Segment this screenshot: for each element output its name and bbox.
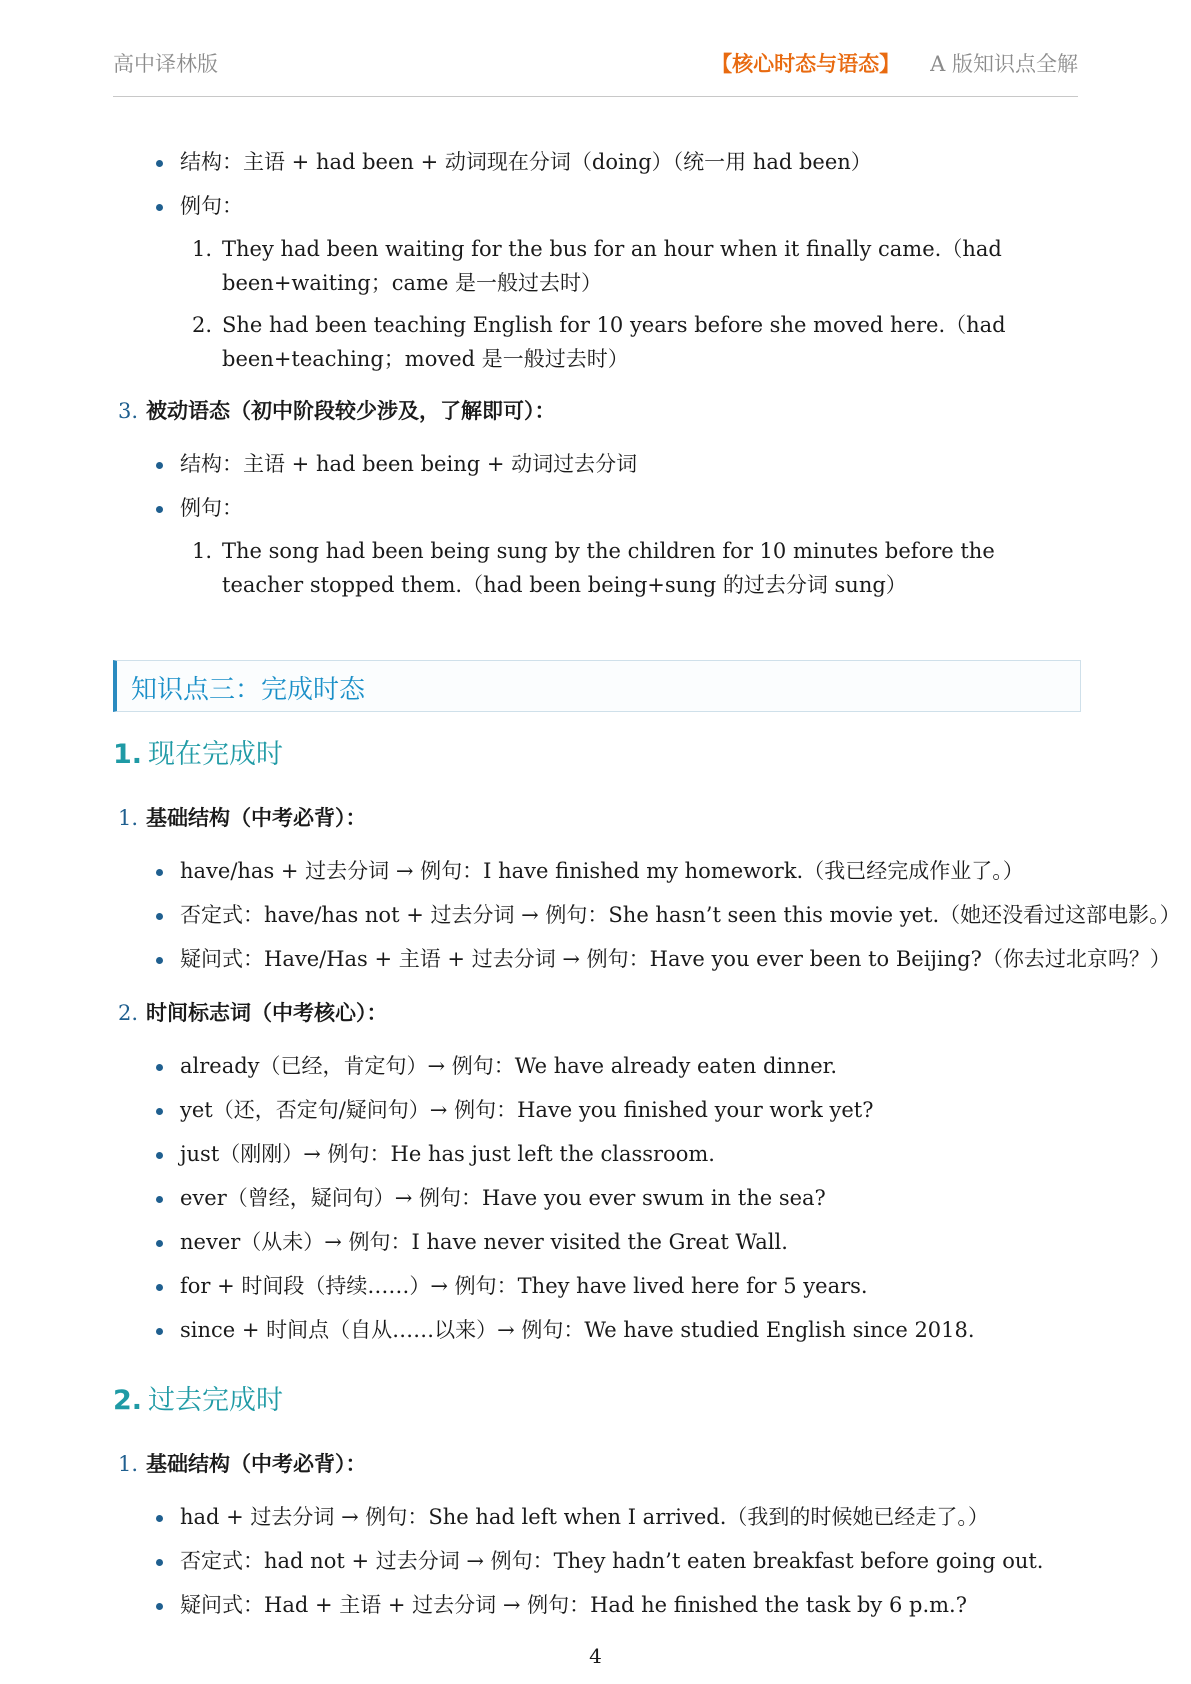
section-title-box: [113, 660, 1081, 712]
heading-present-perfect: 1. 现在完成时: [113, 739, 284, 770]
list-item: 结构：主语 + had been being + 动词过去分词: [158, 448, 637, 480]
heading-past-perfect: 2. 过去完成时: [113, 1385, 284, 1416]
list-item: ever（曾经，疑问句）→ 例句：Have you ever swum in the sea?: [158, 1182, 826, 1214]
example-item: 2. She had been teaching English for 10 years before she moved here.（had been+teaching；moved 是一般过去时）: [192, 313, 1006, 371]
list-item: 结构：主语 + had been + 动词现在分词（doing）（统一用 had been）: [158, 146, 872, 178]
list-item: since + 时间点（自从……以来）→ 例句：We have studied English since 2018.: [158, 1314, 975, 1346]
example-item: 1. They had been waiting for the bus for an hour when it finally came.（had been+waiting；came 是一般过去时）: [192, 237, 1002, 295]
list-item: had + 过去分词 → 例句：She had left when I arrived.（我到的时候她已经走了。）: [158, 1501, 989, 1533]
list-item: have/has + 过去分词 → 例句：I have finished my homework.（我已经完成作业了。）: [158, 855, 1024, 887]
subheading: 1. 基础结构（中考必背）：: [118, 806, 367, 830]
header-right: [711, 48, 1078, 78]
list-item: yet（还，否定句/疑问句）→ 例句：Have you finished your work yet?: [158, 1094, 873, 1126]
header-subtitle: A 版知识点全解: [930, 52, 1078, 76]
list-item: for + 时间段（持续……）→ 例句：They have lived here for 5 years.: [158, 1270, 868, 1302]
page-number: 4: [589, 1644, 602, 1668]
list-item: 例句：: [158, 190, 243, 222]
list-item: 疑问式：Had + 主语 + 过去分词 → 例句：Had he finished the task by 6 p.m.?: [158, 1589, 967, 1621]
list-item: 否定式：had not + 过去分词 → 例句：They hadn’t eaten breakfast before going out.: [158, 1545, 1043, 1577]
header-chapter-tag: 【核心时态与语态】: [711, 52, 901, 76]
list-item: never（从未）→ 例句：I have never visited the Great Wall.: [158, 1226, 788, 1258]
subheading: 1. 基础结构（中考必背）：: [118, 1452, 367, 1476]
list-item: already（已经，肯定句）→ 例句：We have already eaten dinner.: [158, 1050, 837, 1082]
example-item: 1. The song had been being sung by the children for 10 minutes before the teacher stopped them.（had been being+sung 的过去分词 sung）: [192, 539, 995, 597]
subheading: 3. 被动语态（初中阶段较少涉及，了解即可）：: [118, 399, 556, 423]
list-item: 否定式：have/has not + 过去分词 → 例句：She hasn’t seen this movie yet.（她还没看过这部电影。）: [158, 899, 1181, 931]
subheading: 2. 时间标志词（中考核心）：: [118, 1001, 388, 1025]
list-item: just（刚刚）→ 例句：He has just left the classroom.: [158, 1138, 715, 1170]
section-title: 知识点三：完成时态: [131, 675, 366, 705]
page-header: [113, 40, 1078, 97]
list-item: 例句：: [158, 492, 243, 524]
header-book-title: 高中译林版: [113, 52, 218, 76]
list-item: 疑问式：Have/Has + 主语 + 过去分词 → 例句：Have you ever been to Beijing?（你去过北京吗？）: [158, 943, 1171, 975]
